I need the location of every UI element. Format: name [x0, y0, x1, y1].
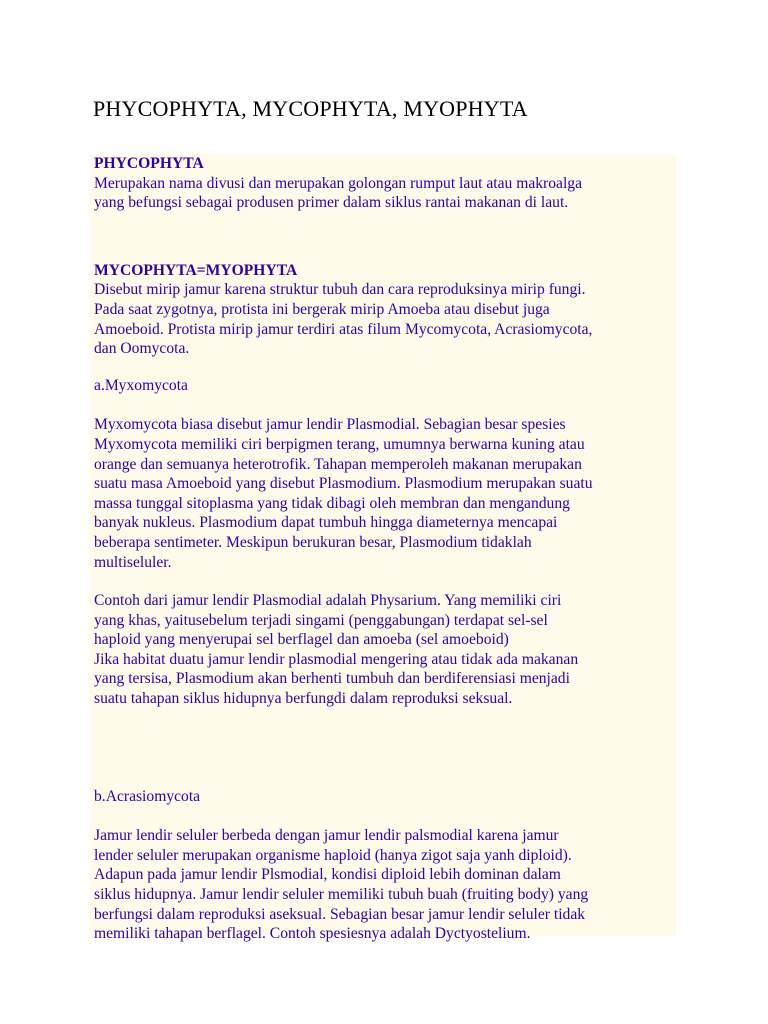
paragraph-line: Myxomycota memiliki ciri berpigmen terang, umumnya berwarna kuning atau — [94, 435, 585, 453]
paragraph-line: Merupakan nama divusi dan merupakan golongan rumput laut atau makroalga — [94, 174, 583, 192]
paragraph-line: orange dan semuanya heterotrofik. Tahapan memperoleh makanan merupakan — [94, 455, 582, 473]
paragraph-line: Myxomycota biasa disebut jamur lendir Plasmodial. Sebagian besar spesies — [94, 416, 566, 434]
paragraph-line: lender seluler merupakan organisme haploid (hanya zigot saja yanh diploid). — [94, 846, 572, 864]
paragraph-line: Jamur lendir seluler berbeda dengan jamur lendir palsmodial karena jamur — [94, 827, 559, 845]
paragraph-line: suatu masa Amoeboid yang disebut Plasmodium. Plasmodium merupakan suatu — [94, 475, 593, 493]
spacer — [94, 806, 676, 826]
paragraph-line: siklus hidupnya. Jamur lendir seluler memiliki tubuh buah (fruiting body) yang — [94, 886, 589, 904]
spacer — [94, 213, 676, 261]
paragraph-line: banyak nukleus. Plasmodium dapat tumbuh hingga diameternya mencapai — [94, 514, 558, 532]
spacer — [94, 572, 676, 591]
paragraph-line: Pada saat zygotnya, protista ini bergerak mirip Amoeba atau disebut juga — [94, 300, 550, 318]
paragraph-line: yang khas, yaitusebelum terjadi singami (penggabungan) terdapat sel-sel — [94, 611, 548, 629]
paragraph-line: memiliki tahapan berflagel. Contoh spesiesnya adalah Dyctyostelium. — [94, 925, 531, 943]
content-body — [94, 154, 676, 944]
paragraph-line: beberapa sentimeter. Meskipun berukuran besar, Plasmodium tidaklah — [94, 533, 532, 551]
paragraph-line: Jika habitat duatu jamur lendir plasmodial mengering atau tidak ada makanan — [94, 650, 579, 668]
label-acrasiomycota: b.Acrasiomycota — [94, 787, 201, 805]
paragraph-line: Disebut mirip jamur karena struktur tubuh dan cara reproduksinya mirip fungi. — [94, 281, 586, 299]
document-title: PHYCOPHYTA, MYCOPHYTA, MYOPHYTA — [93, 96, 528, 121]
content-panel — [90, 154, 676, 943]
paragraph-line: haploid yang menyerupai sel berflagel dan amoeba (sel amoeboid) — [94, 631, 509, 649]
paragraph-line: Adapun pada jamur lendir Plsmodial, kondisi diploid lebih dominan dalam — [94, 866, 561, 884]
paragraph-line: multiseluler. — [94, 553, 172, 571]
paragraph-line: Amoeboid. Protista mirip jamur terdiri atas filum Mycomycota, Acrasiomycota, — [94, 320, 593, 338]
spacer — [94, 395, 676, 415]
paragraph-line: suatu tahapan siklus hidupnya berfungdi dalam reproduksi seksual. — [94, 690, 513, 708]
paragraph-line: massa tunggal sitoplasma yang tidak dibagi oleh membran dan mengandung — [94, 494, 570, 512]
paragraph-line: Contoh dari jamur lendir Plasmodial adalah Physarium. Yang memiliki ciri — [94, 592, 562, 610]
spacer — [94, 359, 676, 376]
paragraph-line: yang tersisa, Plasmodium akan berhenti tumbuh dan berdiferensiasi menjadi — [94, 670, 570, 688]
heading-phycophyta: PHYCOPHYTA — [94, 155, 204, 172]
spacer — [94, 709, 676, 787]
paragraph-line: berfungsi dalam reproduksi aseksual. Sebagian besar jamur lendir seluler tidak — [94, 905, 586, 923]
paragraph-line: dan Oomycota. — [94, 340, 190, 358]
heading-mycophyta: MYCOPHYTA=MYOPHYTA — [94, 261, 298, 279]
label-myxomycota: a.Myxomycota — [94, 376, 188, 394]
paragraph-line: yang befungsi sebagai produsen primer dalam siklus rantai makanan di laut. — [94, 194, 569, 212]
